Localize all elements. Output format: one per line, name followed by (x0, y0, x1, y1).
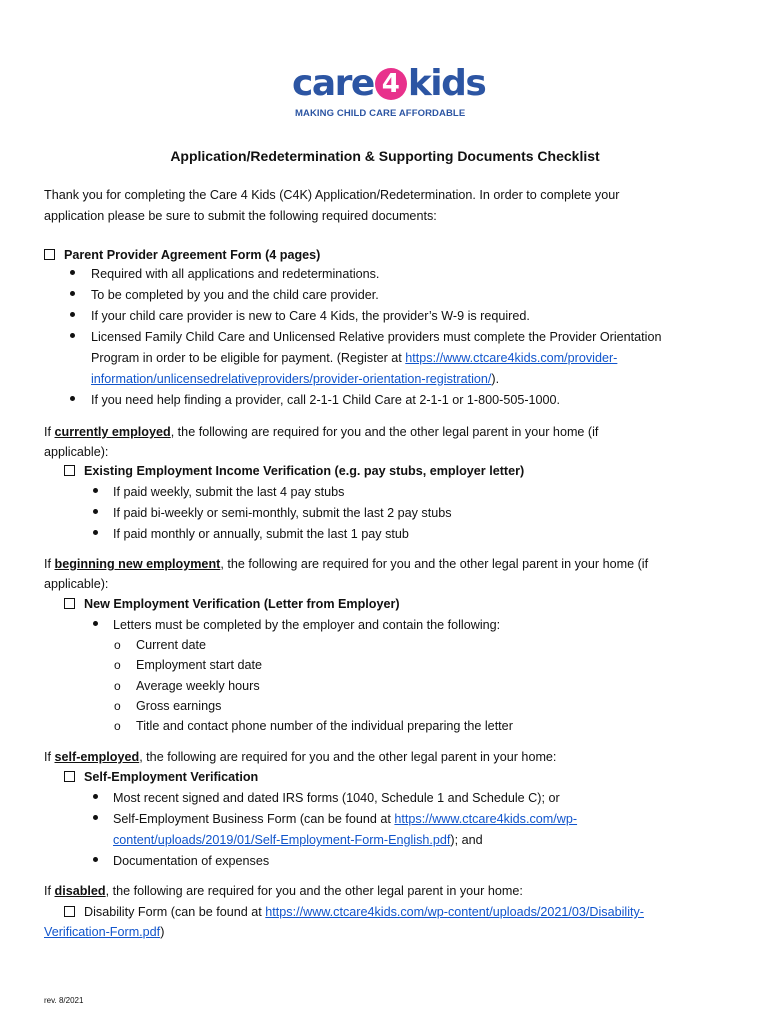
revision-date: rev. 8/2021 (44, 996, 84, 1005)
provider-orientation-link[interactable]: https://www.ctcare4kids.com/provider- (405, 351, 618, 365)
employed-intro-cont: applicable): (44, 445, 109, 459)
emphasis-new-employment: beginning new employment (54, 557, 221, 571)
sub-list-item: Gross earnings (136, 699, 222, 713)
list-item: If paid monthly or annually, submit the last 1 pay stub (113, 527, 409, 541)
sub-list-item: Average weekly hours (136, 679, 260, 693)
bullet-icon (70, 270, 75, 275)
emphasis-disabled: disabled (54, 884, 106, 898)
checkbox[interactable] (64, 598, 75, 609)
list-item: To be completed by you and the child care provider. (91, 288, 379, 302)
circle-bullet-icon: o (114, 679, 121, 693)
list-item-text: ). (491, 372, 500, 386)
circle-bullet-icon: o (114, 638, 121, 652)
list-item-text: ); and (450, 833, 483, 847)
list-item-continued (91, 350, 617, 366)
provider-agreement-item (44, 247, 320, 263)
bullet-icon (93, 509, 98, 514)
list-item: Documentation of expenses (113, 854, 270, 868)
logo-tagline: MAKING CHILD CARE AFFORDABLE (295, 108, 466, 119)
list-item-continued (113, 832, 483, 848)
list-item: Most recent signed and dated IRS forms (1040, Schedule 1 and Schedule C); or (113, 791, 560, 805)
list-item: If you need help finding a provider, call 2-1-1 Child Care at 2-1-1 or 1-800-505-1000. (91, 393, 561, 407)
text: , the following are required for you and the other legal parent in your home: (139, 750, 557, 764)
sub-list-item: Title and contact phone number of the individual preparing the letter (136, 719, 513, 733)
employed-intro (44, 424, 598, 440)
disabled-intro (44, 883, 523, 899)
text: ) (160, 925, 165, 939)
self-employment-heading: Self-Employment Verification (84, 770, 259, 784)
bullet-icon (70, 291, 75, 296)
bullet-icon (70, 312, 75, 317)
checkbox[interactable] (64, 771, 75, 782)
disability-form-link[interactable]: https://www.ctcare4kids.com/wp-content/uploads/2021/03/Disability- (265, 905, 644, 919)
text: If (44, 884, 55, 898)
text: , the following are required for you and the other legal parent in your home (if (170, 425, 599, 439)
existing-employment-heading: Existing Employment Income Verification (e.g. pay stubs, employer letter) (84, 464, 525, 478)
list-item: Required with all applications and redeterminations. (91, 267, 380, 281)
emphasis-currently-employed: currently employed (54, 425, 171, 439)
bullet-icon (93, 815, 98, 820)
sub-list-item: Employment start date (136, 658, 262, 672)
list-item-continued (91, 371, 499, 387)
bullet-icon (93, 857, 98, 862)
circle-bullet-icon: o (114, 719, 121, 733)
list-item (113, 811, 577, 827)
logo-kids: kids (407, 63, 486, 104)
text: , the following are required for you and the other legal parent in your home (if (220, 557, 649, 571)
disability-form-item-cont (44, 924, 164, 940)
list-item: If paid weekly, submit the last 4 pay stubs (113, 485, 345, 499)
self-employment-form-link[interactable]: https://www.ctcare4kids.com/wp- (394, 812, 578, 826)
bullet-icon (70, 396, 75, 401)
logo-wordmark (292, 63, 486, 104)
circle-bullet-icon: o (114, 699, 121, 713)
list-item: If your child care provider is new to Care 4 Kids, the provider’s W-9 is required. (91, 309, 530, 323)
disability-form-item (64, 904, 644, 920)
text: , the following are required for you and the other legal parent in your home: (105, 884, 523, 898)
text: If (44, 750, 55, 764)
list-item-text: Program in order to be eligible for payment. (Register at (91, 351, 406, 365)
bullet-icon (93, 488, 98, 493)
logo-four-circle: 4 (375, 68, 407, 100)
care4kids-logo (292, 63, 486, 122)
new-employment-heading: New Employment Verification (Letter from Employer) (84, 597, 400, 611)
logo-care: care (292, 63, 374, 104)
list-item: If paid bi-weekly or semi-monthly, submit the last 2 pay stubs (113, 506, 452, 520)
list-item: Letters must be completed by the employer and contain the following: (113, 618, 501, 632)
page-title: Application/Redetermination & Supporting Documents Checklist (170, 148, 600, 164)
new-employment-intro-cont: applicable): (44, 577, 109, 591)
circle-bullet-icon: o (114, 658, 121, 672)
sub-list-item: Current date (136, 638, 207, 652)
list-item: Licensed Family Child Care and Unlicensed Relative providers must complete the Provider Orientation (91, 330, 662, 344)
self-employment-item (64, 769, 258, 785)
disability-form-link-cont[interactable]: Verification-Form.pdf (44, 925, 161, 939)
list-item-text: Self-Employment Business Form (can be found at (113, 812, 395, 826)
emphasis-self-employed: self-employed (54, 750, 140, 764)
intro-line-1: Thank you for completing the Care 4 Kids (C4K) Application/Redetermination. In order to complete your (44, 188, 620, 202)
self-employment-form-link-cont[interactable]: content/uploads/2019/01/Self-Employment-Form-English.pdf (113, 833, 451, 847)
checkbox[interactable] (64, 906, 75, 917)
intro-line-2: application please be sure to submit the following required documents: (44, 209, 437, 223)
new-employment-intro (44, 556, 648, 572)
self-employed-intro (44, 749, 556, 765)
bullet-icon (70, 333, 75, 338)
provider-agreement-heading: Parent Provider Agreement Form (4 pages) (64, 248, 321, 262)
provider-orientation-link-cont[interactable]: information/unlicensedrelativeproviders/provider-orientation-registration/ (91, 372, 492, 386)
bullet-icon (93, 530, 98, 535)
checkbox[interactable] (44, 249, 55, 260)
text: If (44, 557, 55, 571)
new-employment-item (64, 596, 400, 612)
disability-form-text: Disability Form (can be found at (84, 905, 266, 919)
existing-employment-item (64, 463, 524, 479)
bullet-icon (93, 794, 98, 799)
checkbox[interactable] (64, 465, 75, 476)
text: If (44, 425, 55, 439)
bullet-icon (93, 621, 98, 626)
